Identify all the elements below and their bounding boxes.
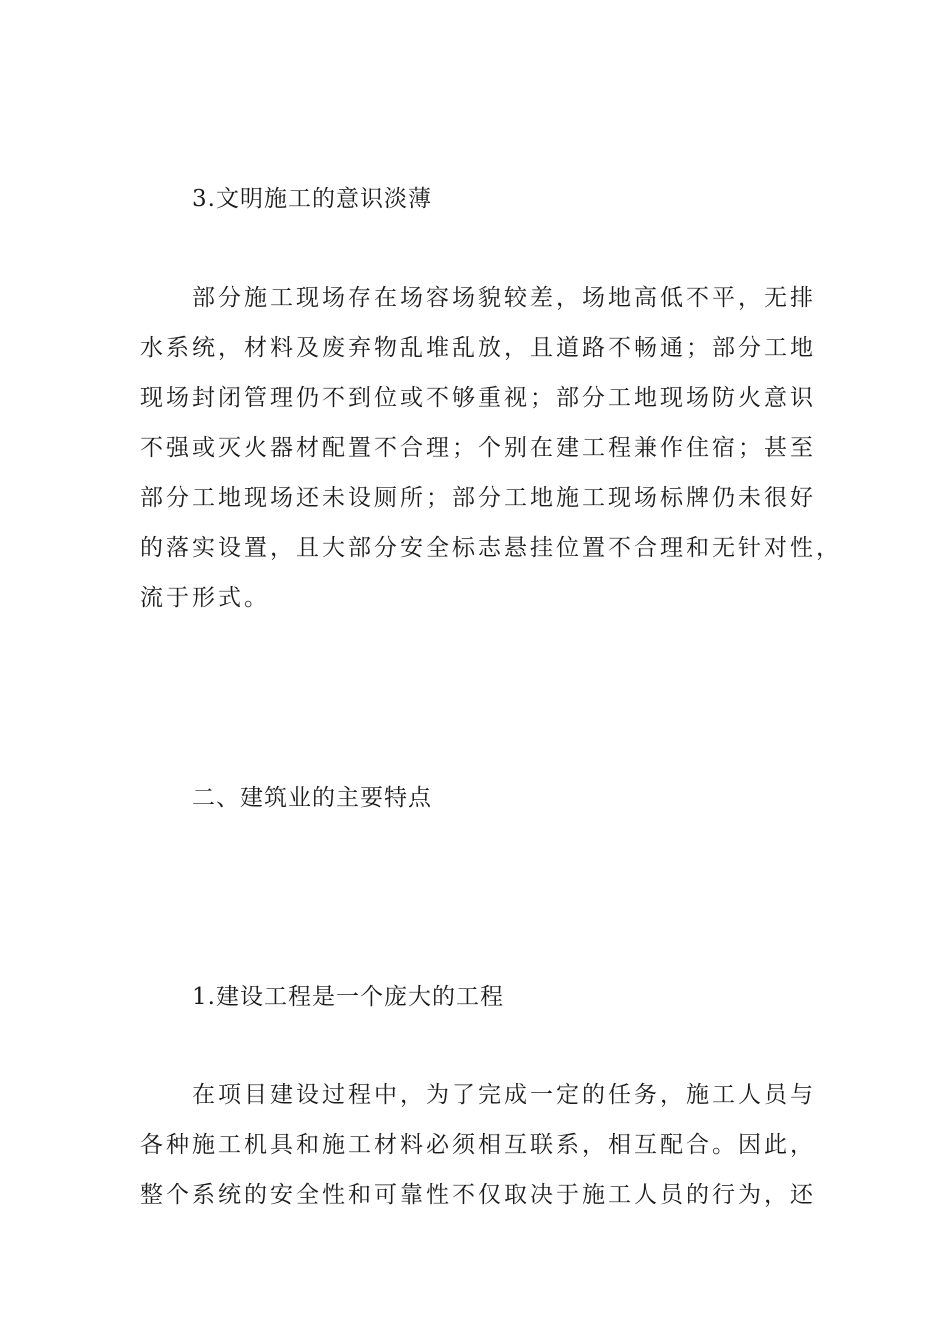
section-heading-large-project: 1.建设工程是一个庞大的工程	[192, 984, 504, 1010]
section-heading-industry-features: 二、建筑业的主要特点	[192, 785, 432, 811]
paragraph-civilized-construction	[140, 273, 840, 623]
paragraph-line: 的落实设置，且大部分安全标志悬挂位置不合理和无针对性，	[140, 535, 842, 561]
paragraph-line: 流于形式。	[140, 585, 270, 611]
paragraph-line: 水系统，材料及废弃物乱堆乱放，且道路不畅通；部分工地	[140, 335, 816, 361]
paragraph-line: 整个系统的安全性和可靠性不仅取决于施工人员的行为，还	[140, 1182, 816, 1208]
section-heading-civilized-construction: 3.文明施工的意识淡薄	[192, 186, 432, 212]
paragraph-line: 不强或灭火器材配置不合理；个别在建工程兼作住宿；甚至	[140, 435, 816, 461]
paragraph-line: 现场封闭管理仍不到位或不够重视；部分工地现场防火意识	[140, 385, 816, 411]
paragraph-line: 部分工地现场还未设厕所；部分工地施工现场标牌仍未很好	[140, 485, 816, 511]
paragraph-line: 在项目建设过程中，为了完成一定的任务，施工人员与	[192, 1082, 816, 1108]
paragraph-large-project	[140, 1070, 840, 1220]
paragraph-line: 部分施工现场存在场容场貌较差，场地高低不平，无排	[192, 285, 816, 311]
paragraph-line: 各种施工机具和施工材料必须相互联系，相互配合。因此，	[140, 1132, 816, 1158]
